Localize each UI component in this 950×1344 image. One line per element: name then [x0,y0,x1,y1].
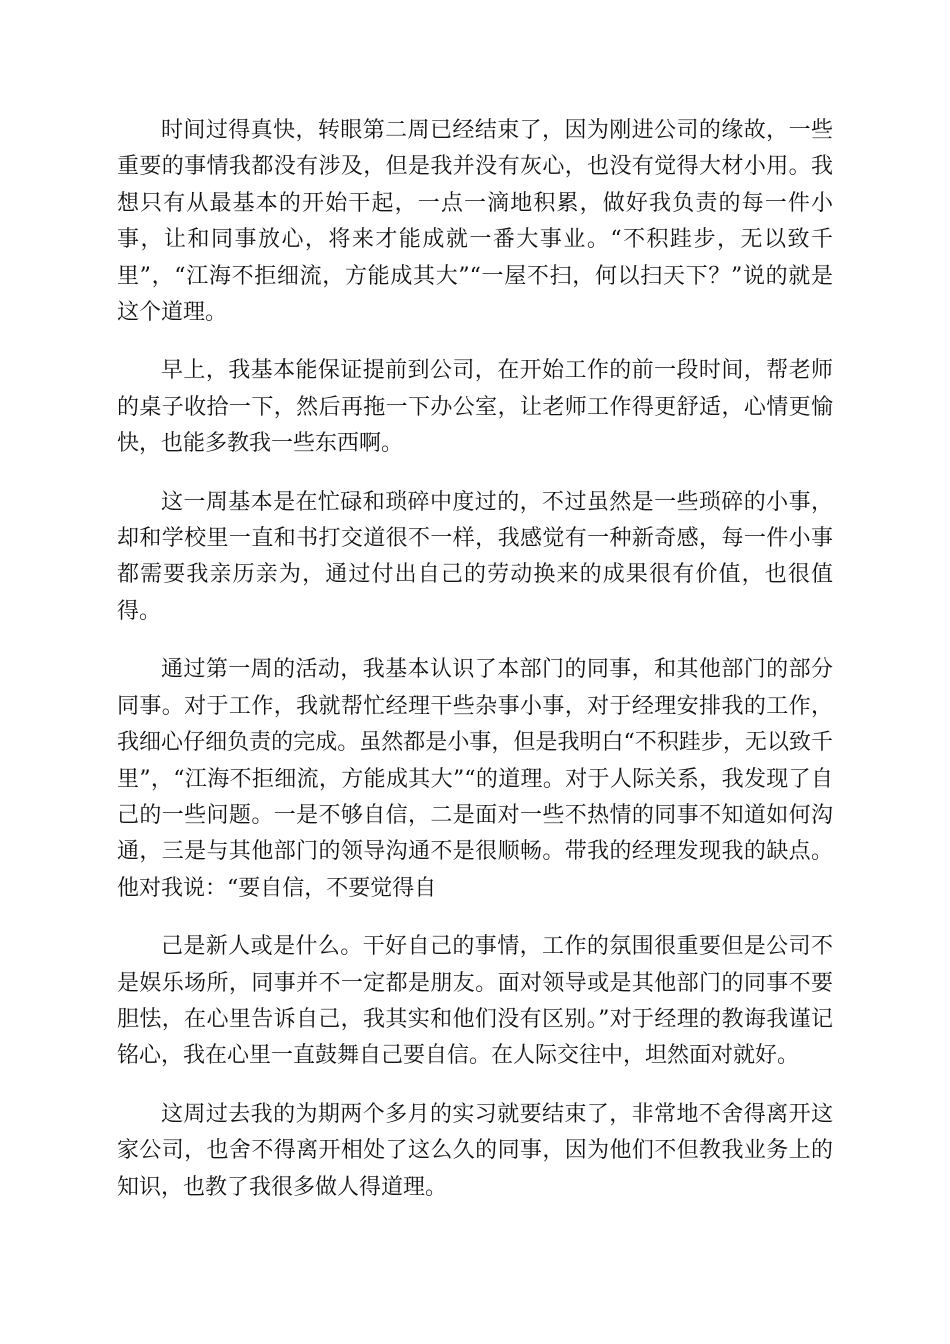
paragraph-1: 时间过得真快，转眼第二周已经结束了，因为刚进公司的缘故，一些重要的事情我都没有涉及，但是我并没有灰心，也没有觉得大材小用。我想只有从最基本的开始干起，一点一滴地积累，做好我负责的每一件小事，让和同事放心，将来才能成就一番大事业。“不积跬步，无以致千里”，“江海不拒细流，方能成其大”“一屋不扫，何以扫天下？”说的就是这个道理。 [117,118,833,326]
paragraph-3: 这一周基本是在忙碌和琐碎中度过的，不过虽然是一些琐碎的小事，却和学校里一直和书打交道很不一样，我感觉有一种新奇感，每一件小事都需要我亲历亲为，通过付出自己的劳动换来的成果很有价值，也很值得。 [117,489,833,624]
paragraph-4: 通过第一周的活动，我基本认识了本部门的同事，和其他部门的部分同事。对于工作，我就帮忙经理干些杂事小事，对于经理安排我的工作，我细心仔细负责的完成。虽然都是小事，但是我明白“不积跬步，无以致千里”，“江海不拒细流，方能成其大”“的道理。对于人际关系，我发现了自己的一些问题。一是不够自信，二是面对一些不热情的同事不知道如何沟通，三是与其他部门的领导沟通不是很顺畅。带我的经理发现我的缺点。他对我说：“要自信，不要觉得自 [117,657,833,901]
document-body [117,113,833,1206]
paragraph-2: 早上，我基本能保证提前到公司，在开始工作的前一段时间，帮老师的桌子收拾一下，然后再拖一下办公室，让老师工作得更舒适，心情更愉快，也能多教我一些东西啊。 [117,358,833,457]
paragraph-5: 己是新人或是什么。干好自己的事情，工作的氛围很重要但是公司不是娱乐场所，同事并不一定都是朋友。面对领导或是其他部门的同事不要胆怯，在心里告诉自己，我其实和他们没有区别。”对于经理的教诲我谨记铭心，我在心里一直鼓舞自己要自信。在人际交往中，坦然面对就好。 [117,934,833,1069]
paragraph-6: 这周过去我的为期两个多月的实习就要结束了，非常地不舍得离开这家公司，也舍不得离开相处了这么久的同事，因为他们不但教我业务上的知识，也教了我很多做人得道理。 [117,1101,833,1200]
